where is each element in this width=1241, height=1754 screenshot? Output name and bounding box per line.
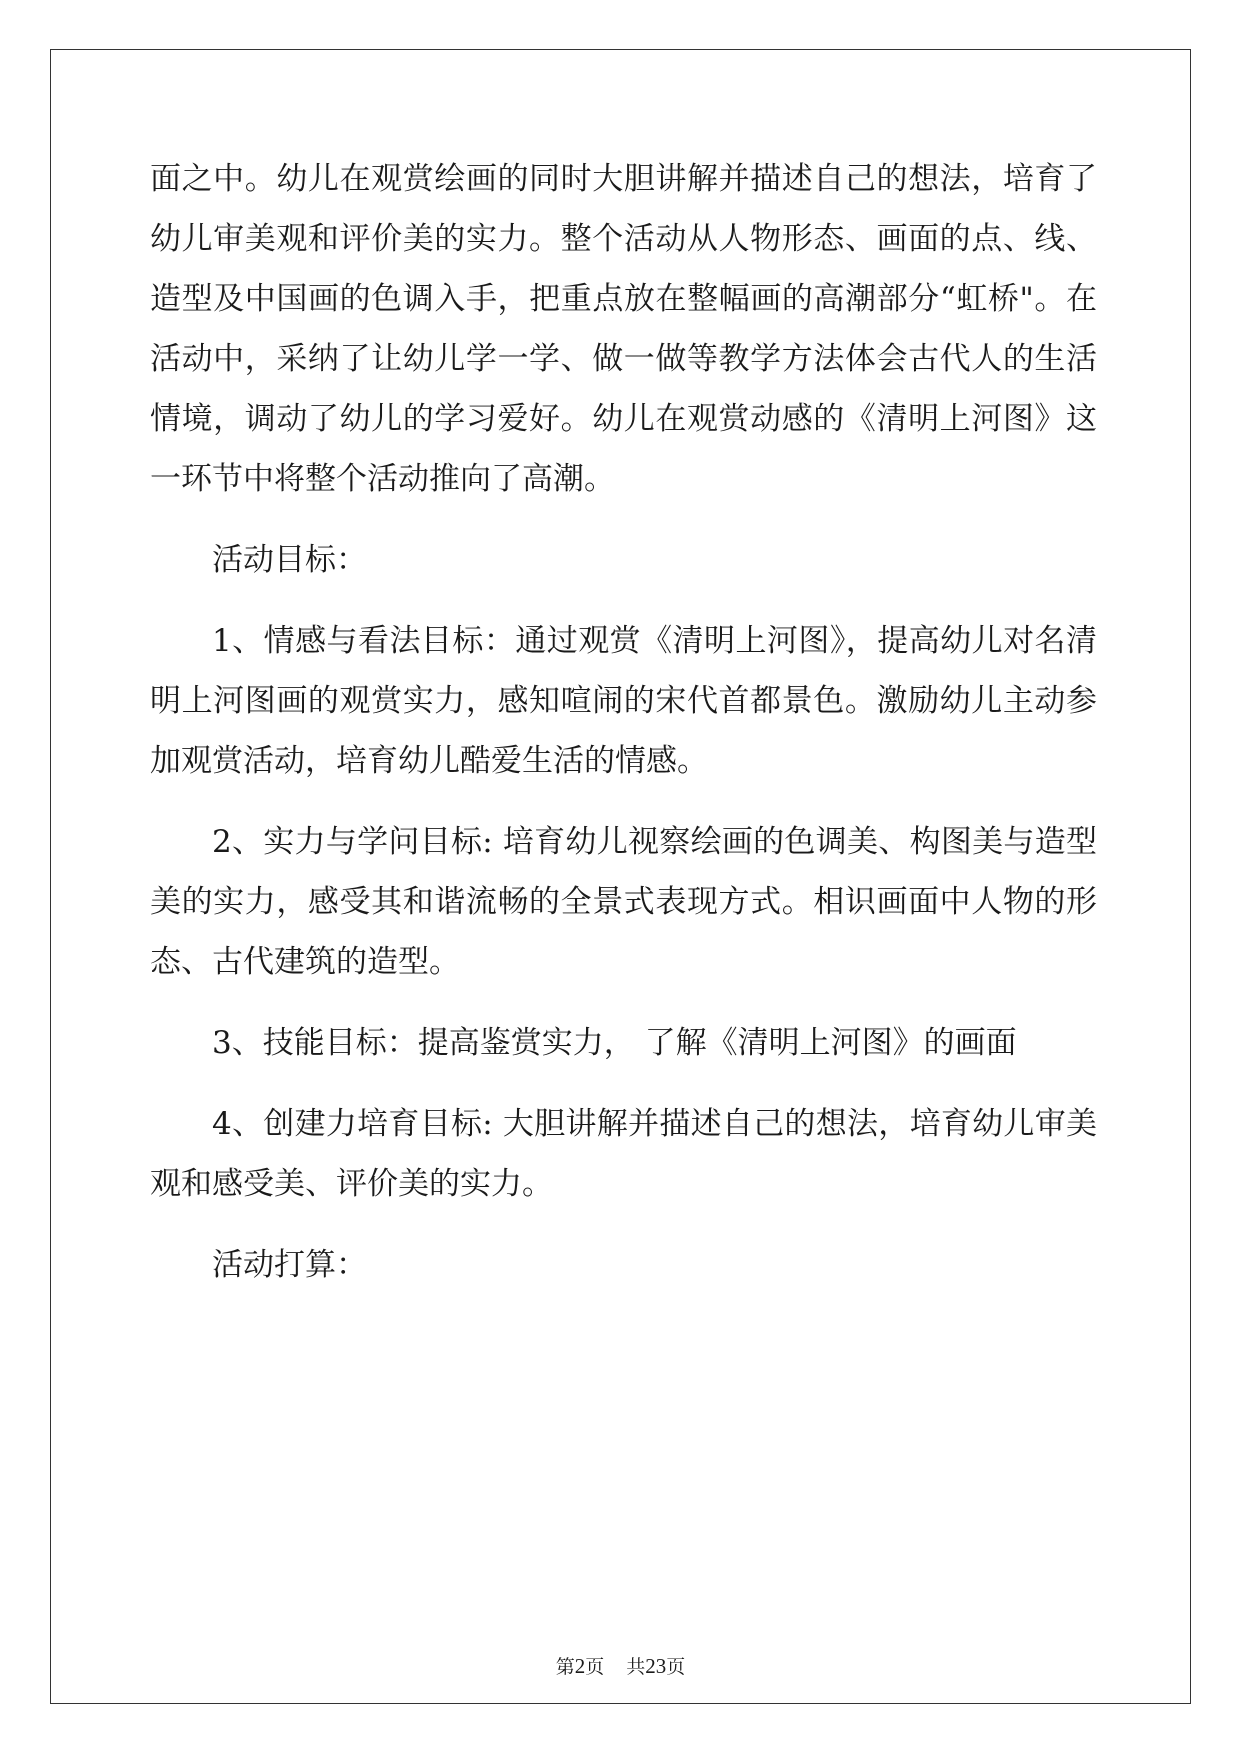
total-unit: 页 [666,1656,686,1678]
page-number-total: 23 [645,1654,667,1678]
paragraph-line: 造型及中国画的色调入手，把重点放在整幅画的高潮部分“虹桥"。在 [150,281,1097,317]
page-unit: 页 [585,1656,605,1678]
paragraph-line: 幼儿审美观和评价美的实力。整个活动从人物形态、画面的点、线、 [150,221,1097,257]
goal-3-line: 3、技能目标：提高鉴赏实力， 了解《清明上河图》的画面 [212,1025,1017,1061]
goal-1-line: 加观赏活动，培育幼儿酷爱生活的情感。 [150,743,708,779]
goal-2-line: 美的实力，感受其和谐流畅的全景式表现方式。相识画面中人物的形 [150,884,1097,920]
section-heading-activity-goals: 活动目标： [212,542,367,578]
total-prefix: 共 [626,1656,646,1678]
goal-1-line: 1、情感与看法目标：通过观赏《清明上河图》，提高幼儿对名清 [212,623,1097,659]
paragraph-line: 一环节中将整个活动推向了高潮。 [150,461,615,497]
page-footer [0,1652,1241,1679]
document-body [150,149,1097,1295]
goal-1-line: 明上河图画的观赏实力，感知喧闹的宋代首都景色。激励幼儿主动参 [150,683,1097,719]
paragraph-line: 情境，调动了幼儿的学习爱好。幼儿在观赏动感的《清明上河图》这 [150,401,1097,437]
goal-2-line: 2、实力与学问目标: 培育幼儿视察绘画的色调美、构图美与造型 [212,824,1097,860]
goal-4-line: 4、创建力培育目标: 大胆讲解并描述自己的想法，培育幼儿审美 [212,1106,1097,1142]
goal-4-line: 观和感受美、评价美的实力。 [150,1166,553,1202]
page-prefix: 第 [555,1656,575,1678]
paragraph-line: 活动中，采纳了让幼儿学一学、做一做等教学方法体会古代人的生活 [150,341,1097,377]
paragraph-line: 面之中。幼儿在观赏绘画的同时大胆讲解并描述自己的想法，培育了 [150,161,1097,197]
section-heading-activity-preparation: 活动打算： [212,1247,367,1283]
page-number-current: 2 [574,1654,586,1678]
goal-2-line: 态、古代建筑的造型。 [150,944,460,980]
